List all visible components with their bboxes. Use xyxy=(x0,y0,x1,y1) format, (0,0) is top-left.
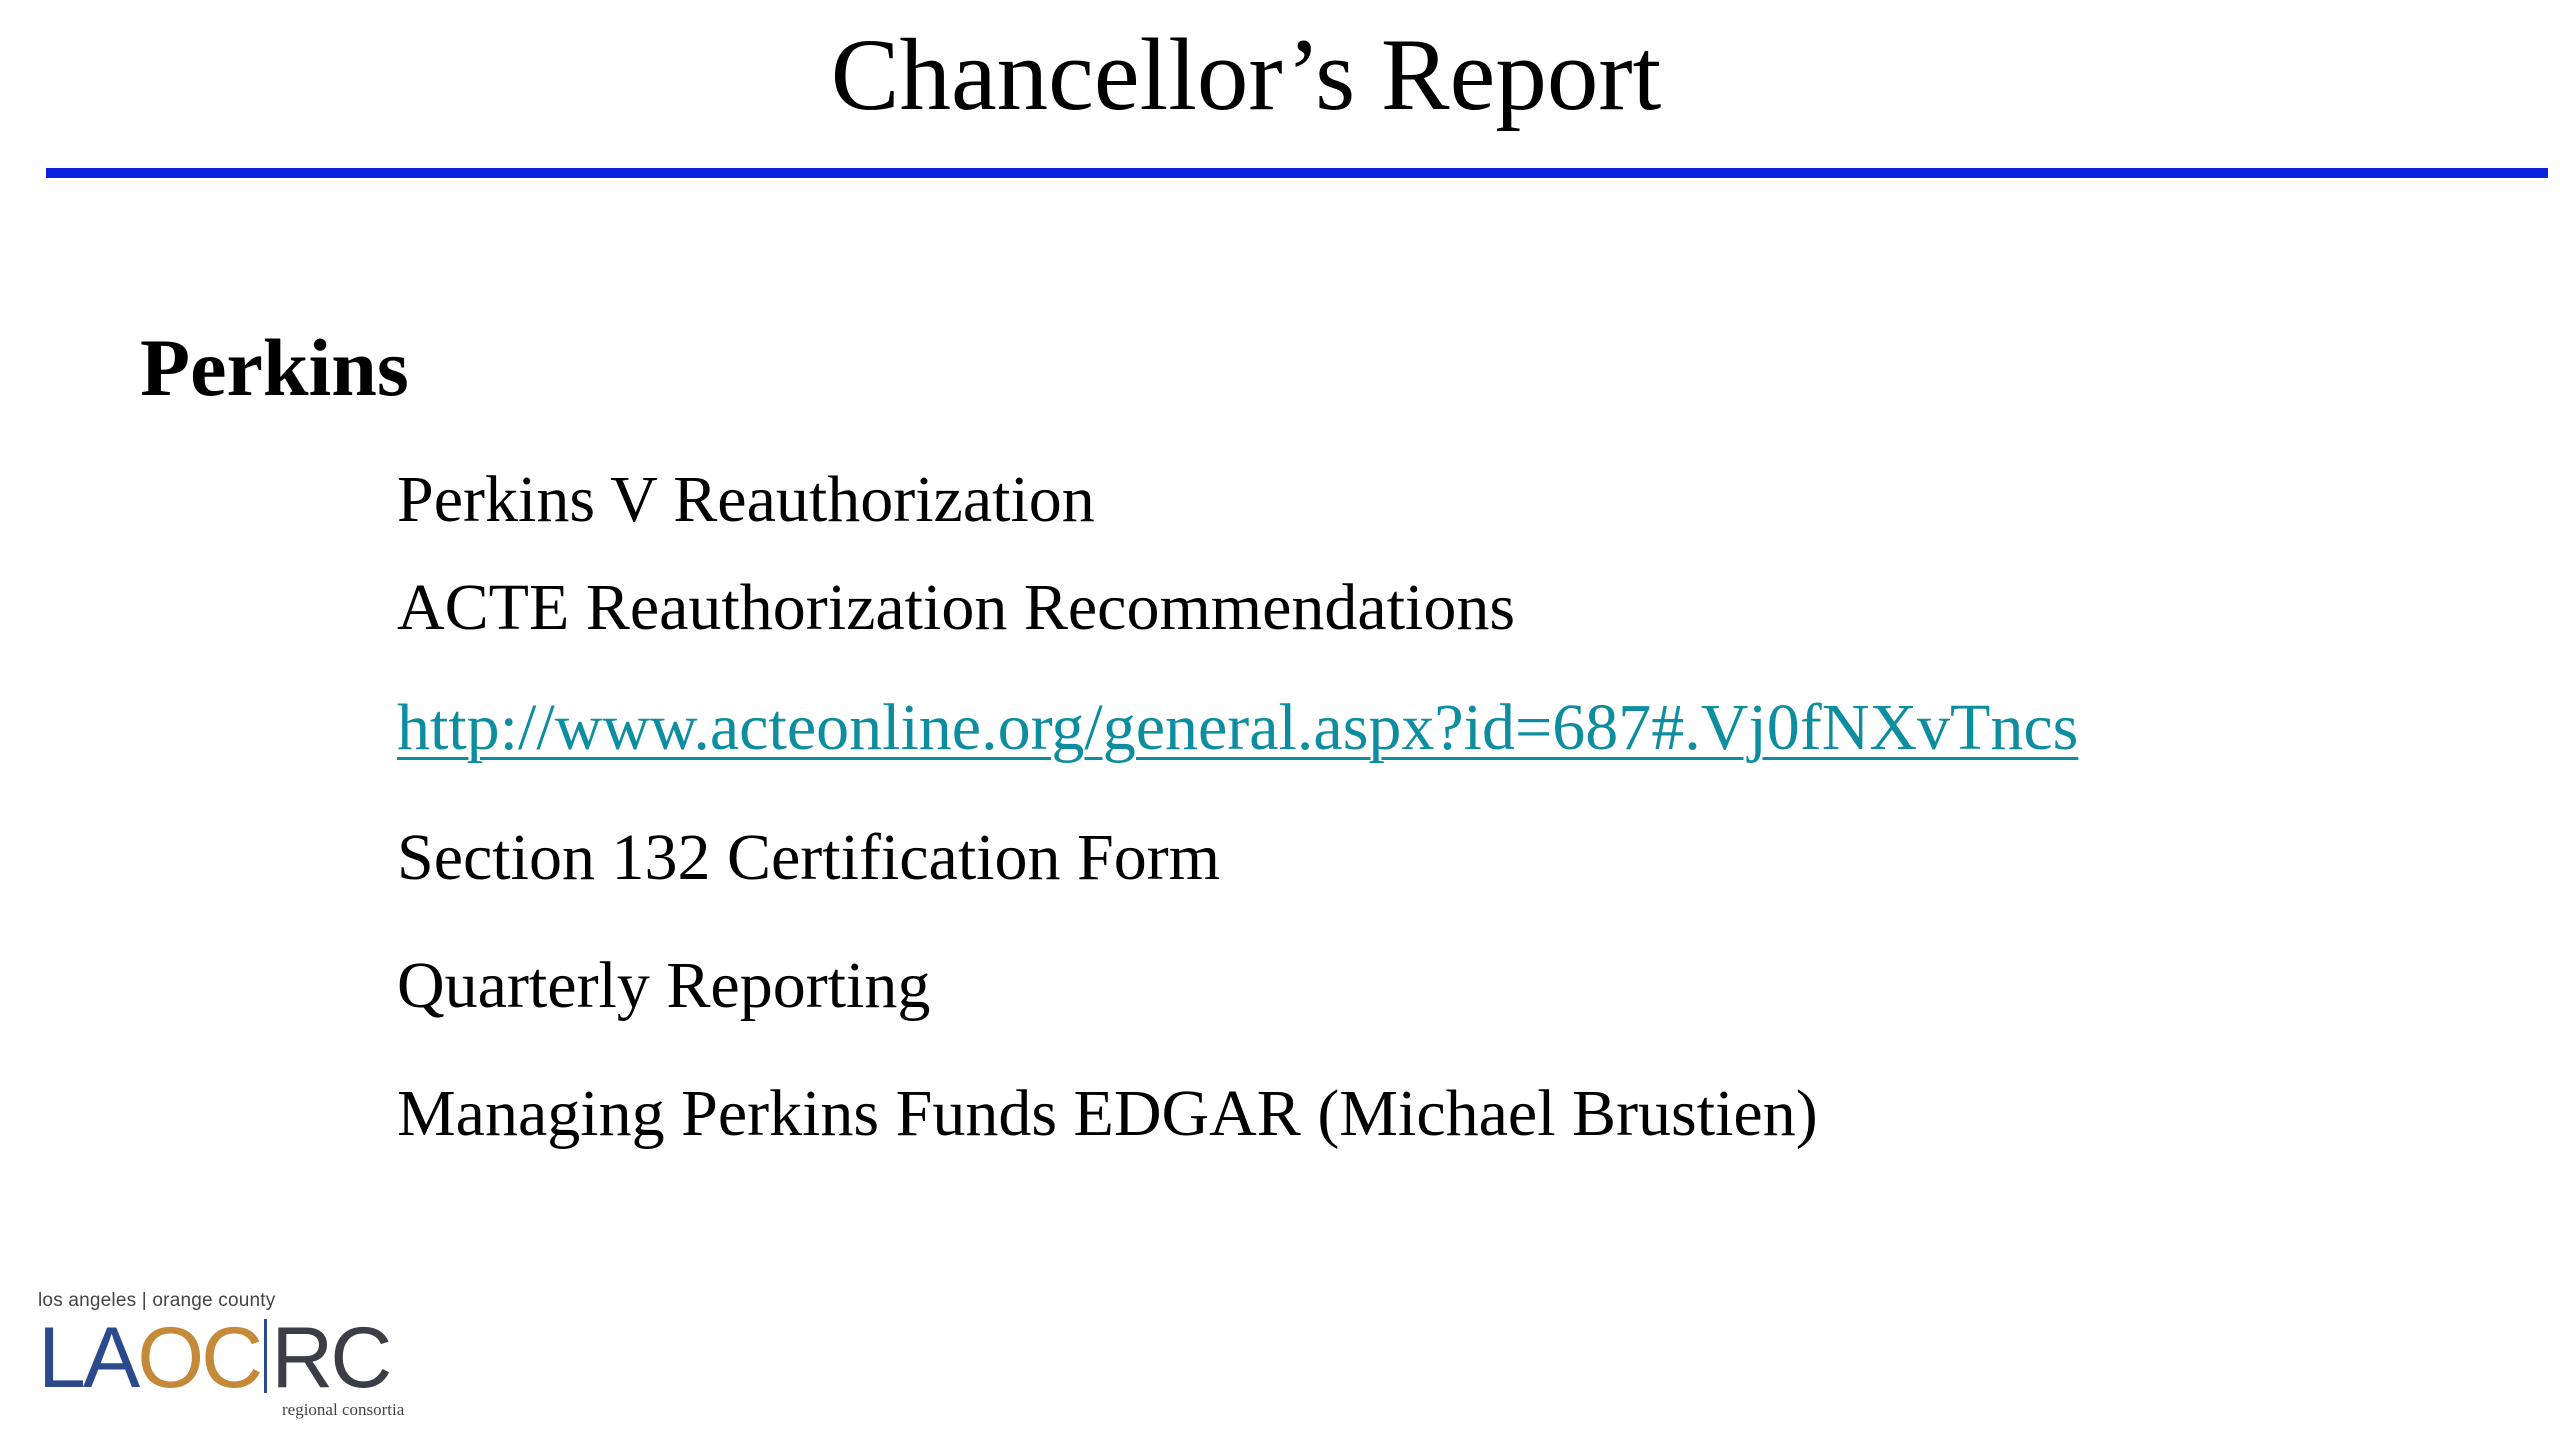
slide-title: Chancellor’s Report xyxy=(830,18,1662,132)
logo-separator xyxy=(264,1319,267,1393)
list-item: Section 132 Certification Form xyxy=(397,821,1221,894)
laocrc-logo xyxy=(38,1290,438,1430)
acte-link[interactable]: http://www.acteonline.org/general.aspx?id=687#.Vj0fNXvTncs xyxy=(397,691,2079,764)
list-item: Quarterly Reporting xyxy=(397,949,931,1022)
logo-rc: RC xyxy=(271,1310,390,1406)
logo-oc: OC xyxy=(137,1310,261,1406)
logo-la: LA xyxy=(38,1310,138,1406)
logo-subtitle: regional consortia xyxy=(282,1400,405,1419)
logo-wordmark xyxy=(38,1310,389,1406)
list-item: ACTE Reauthorization Recommendations xyxy=(397,571,1516,644)
logo-tagline: los angeles | orange county xyxy=(38,1290,276,1311)
title-underline-rule xyxy=(46,168,2548,178)
section-heading: Perkins xyxy=(140,322,409,413)
list-item: Managing Perkins Funds EDGAR (Michael Brustien) xyxy=(397,1077,1818,1150)
list-item: Perkins V Reauthorization xyxy=(397,463,1095,536)
